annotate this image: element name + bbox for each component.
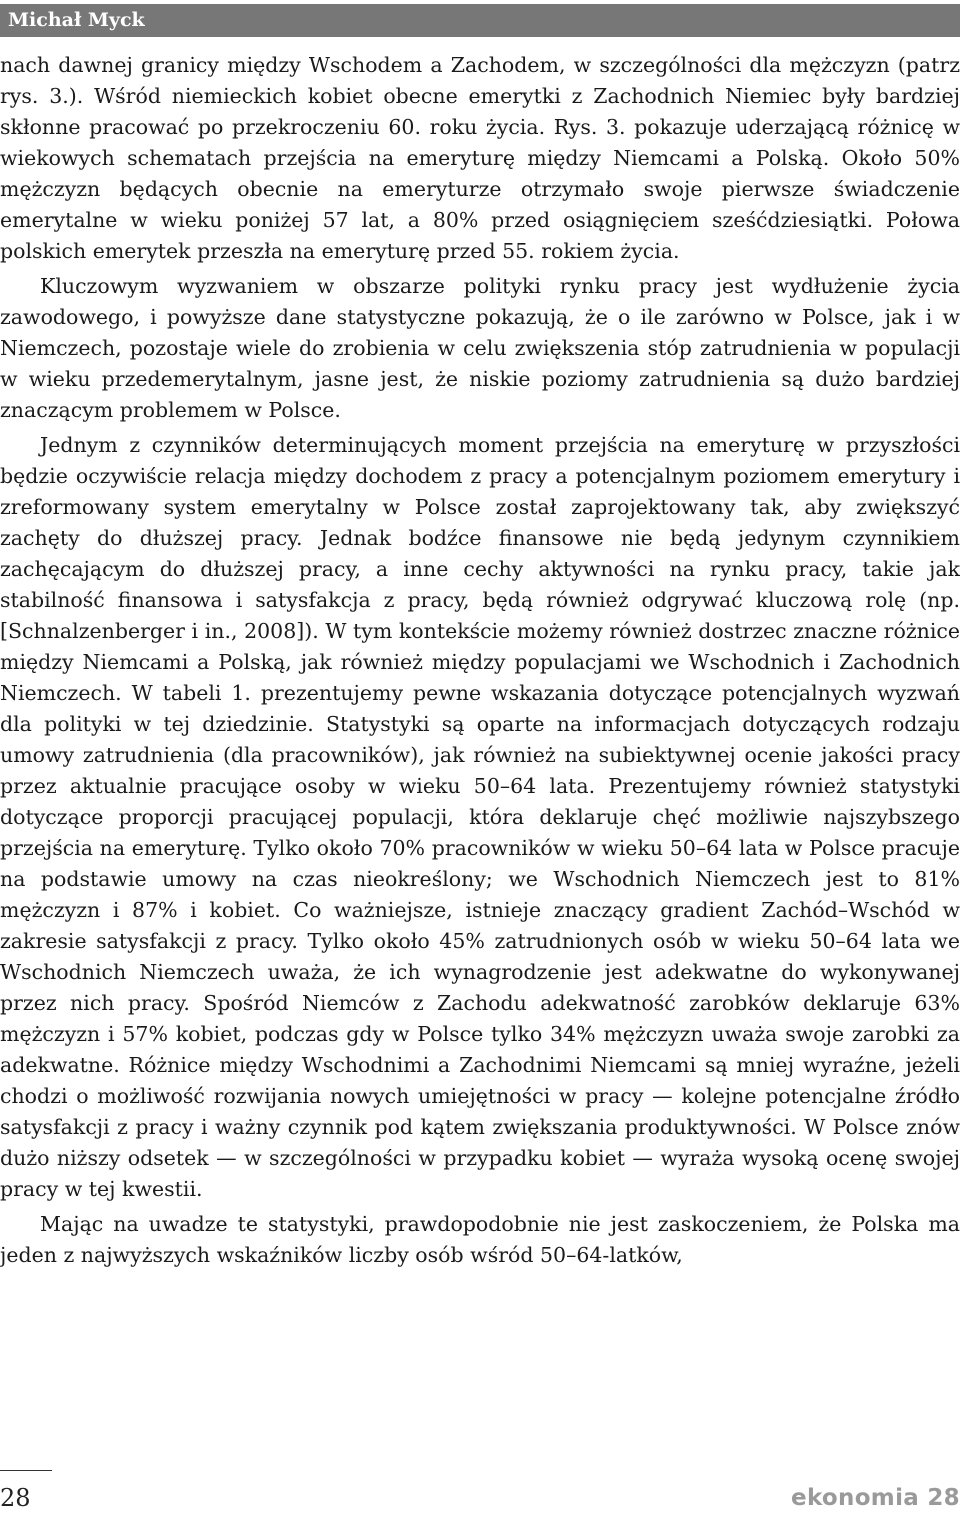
page-number: 28 xyxy=(0,1484,31,1512)
running-header xyxy=(0,4,960,37)
journal-name: ekonomia 28 xyxy=(791,1485,960,1511)
paragraph-continuation: nach dawnej granicy między Wschodem a Zachodem, w szczególności dla mężczyzn (patrz rys. 3.). Wśród niemieckich kobiet obecne emerytki z Zachodnich Niemiec były bardziej skłonne pracować po przekroczeniu 60. roku życia. Rys. 3. pokazuje uderzającą różnicę w wiekowych schematach przejścia na emeryturę między Niemcami a Polską. Około 50% mężczyzn będących obecnie na emeryturze otrzymało swoje pierwsze świadczenie emerytalne w wieku poniżej 57 lat, a 80% przed osiągnięciem sześćdziesiątki. Połowa polskich emerytek przeszła na emeryturę przed 55. rokiem życia. xyxy=(0,53,960,263)
paragraph: Mając na uwadze te statystyki, prawdopodobnie nie jest zaskoczeniem, że Polska ma jeden z najwyższych wskaźników liczby osób wśród 50–64-latków, xyxy=(0,1212,960,1267)
footer-divider xyxy=(0,1470,52,1471)
author-name: Michał Myck xyxy=(8,9,145,31)
article-body xyxy=(0,50,960,1271)
paragraph: Kluczowym wyzwaniem w obszarze polityki rynku pracy jest wydłużenie życia zawodowego, i powyższe dane statystyczne pokazują, że o ile zarówno w Polsce, jak i w Niemczech, pozostaje wiele do zrobienia w celu zwiększenia stóp zatrudnienia w populacji w wieku przedemerytalnym, jasne jest, że niskie poziomy zatrudnienia są dużo bardziej znaczącym problemem w Polsce. xyxy=(0,274,960,422)
paragraph: Jednym z czynników determinujących moment przejścia na emeryturę w przyszłości będzie oczywiście relacja między dochodem z pracy a potencjalnym poziomem emerytury i zreformowany system emerytalny w Polsce został zaprojektowany tak, aby zwiększyć zachęty do dłuższej pracy. Jednak bodźce finansowe nie będą jedynym czynnikiem zachęcającym do dłuższej pracy, a inne cechy aktywności na rynku pracy, takie jak stabilność finansowa i satysfakcja z pracy, będą również odgrywać kluczową rolę (np. [Schnalzenberger i in., 2008]). W tym kontekście możemy również dostrzec znaczne różnice między Niemcami a Polską, jak również między populacjami we Wschodnich i Zachodnich Niemczech. W tabeli 1. prezentujemy pewne wskazania dotyczące potencjalnych wyzwań dla polityki w tej dziedzinie. Statystyki są oparte na informacjach dotyczących rodzaju umowy zatrudnienia (dla pracowników), jak również na subiektywnej ocenie jakości pracy przez aktualnie pracujące osoby w wieku 50–64 lata. Prezentujemy również statystyki dotyczące proporcji pracującej populacji, która deklaruje chęć możliwie najszybszego przejścia na emeryturę. Tylko około 70% pracowników w wieku 50–64 lata w Polsce pracuje na podstawie umowy na czas nieokreślony; we Wschodnich Niemczech jest to 81% mężczyzn i 87% i kobiet. Co ważniejsze, istnieje znaczący gradient Zachód–Wschód w zakresie satysfakcji z pracy. Tylko około 45% zatrudnionych osób w wieku 50–64 lata we Wschodnich Niemczech uważa, że ich wynagrodzenie jest adekwatne do wykonywanej przez nich pracy. Spośród Niemców z Zachodu adekwatność zarobków deklaruje 63% mężczyzn i 57% kobiet, podczas gdy w Polsce tylko 34% mężczyzn uważa swoje zarobki za adekwatne. Różnice między Wschodnimi a Zachodnimi Niemcami są mniej wyraźne, jeżeli chodzi o możliwość rozwijania nowych umiejętności w pracy — kolejne potencjalne źródło satysfakcji z pracy i ważny czynnik pod kątem zwiększania produktywności. W Polsce znów dużo niższy odsetek — w szczególności w przypadku kobiet — wyraża wysoką ocenę swojej pracy w tej kwestii. xyxy=(0,433,960,1201)
